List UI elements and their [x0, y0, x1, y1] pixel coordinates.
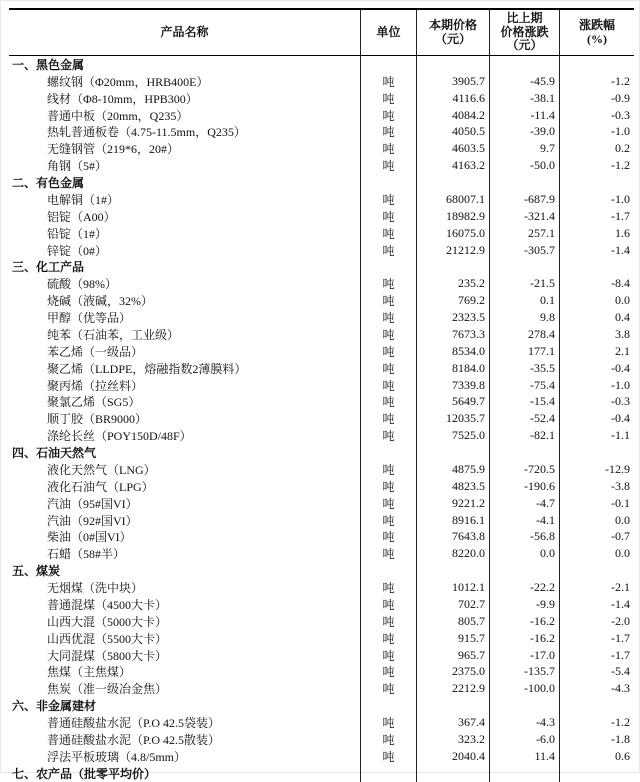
- header-product-name: [9, 10, 360, 55]
- change-percent-cell: 0.0: [559, 512, 634, 529]
- unit-cell: 吨: [360, 377, 416, 394]
- price-change-cell: 278.4: [489, 326, 559, 343]
- table-row: [9, 360, 634, 377]
- unit-cell: 吨: [360, 410, 416, 427]
- unit-cell: 吨: [360, 731, 416, 748]
- table-row: [9, 343, 634, 360]
- price-change-cell: -100.0: [489, 680, 559, 697]
- change-percent-cell: [559, 765, 634, 782]
- unit-cell: 吨: [360, 613, 416, 630]
- table-row: [9, 529, 634, 546]
- current-price-cell: [416, 56, 489, 73]
- current-price-cell: 12035.7: [416, 410, 489, 427]
- unit-cell: 吨: [360, 545, 416, 562]
- unit-cell: 吨: [360, 124, 416, 141]
- table-row: [9, 731, 634, 748]
- change-percent-cell: -0.9: [559, 90, 634, 107]
- table-row: [9, 394, 634, 411]
- price-change-cell: [489, 174, 559, 191]
- unit-cell: 吨: [360, 73, 416, 90]
- product-name-cell: 山西优混（5500大卡）: [47, 631, 168, 646]
- unit-cell: 吨: [360, 664, 416, 681]
- change-percent-cell: -4.3: [559, 680, 634, 697]
- unit-cell: 吨: [360, 242, 416, 259]
- change-percent-cell: 1.6: [559, 225, 634, 242]
- change-percent-cell: [559, 174, 634, 191]
- change-percent-cell: 0.0: [559, 292, 634, 309]
- current-price-cell: 4116.6: [416, 90, 489, 107]
- current-price-cell: 5649.7: [416, 394, 489, 411]
- table-row: [9, 174, 634, 191]
- unit-cell: 吨: [360, 191, 416, 208]
- unit-cell: 吨: [360, 225, 416, 242]
- table-row: [9, 90, 634, 107]
- table-row: [9, 478, 634, 495]
- price-change-cell: -52.4: [489, 410, 559, 427]
- change-percent-cell: 0.0: [559, 545, 634, 562]
- header-unit: [360, 10, 416, 55]
- change-percent-cell: [559, 697, 634, 714]
- product-name-cell: 热轧普通板卷（4.75-11.5mm，Q235）: [47, 125, 246, 140]
- unit-cell: 吨: [360, 326, 416, 343]
- table-row: [9, 157, 634, 174]
- product-name-cell: 七、农产品（批零平均价）: [12, 766, 157, 781]
- change-percent-cell: -0.3: [559, 107, 634, 124]
- product-name-cell: 铅锭（1#）: [47, 226, 108, 241]
- product-name-cell: 顺丁胶（BR9000）: [47, 412, 148, 427]
- table-row: [9, 242, 634, 259]
- table-row: [9, 410, 634, 427]
- price-change-cell: -720.5: [489, 461, 559, 478]
- change-percent-cell: -8.4: [559, 275, 634, 292]
- current-price-cell: 2323.5: [416, 309, 489, 326]
- change-percent-cell: -3.8: [559, 478, 634, 495]
- product-name-cell: 四、石油天然气: [12, 446, 97, 461]
- table-row: [9, 765, 634, 782]
- table-row: [9, 259, 634, 276]
- current-price-cell: 1012.1: [416, 579, 489, 596]
- price-change-cell: -321.4: [489, 208, 559, 225]
- change-percent-cell: -1.7: [559, 630, 634, 647]
- table-header-row: [9, 8, 634, 56]
- unit-cell: 吨: [360, 714, 416, 731]
- commodity-price-table: [9, 8, 634, 782]
- table-row: [9, 545, 634, 562]
- product-name-cell: 焦煤（主焦煤）: [47, 665, 132, 680]
- price-change-cell: -135.7: [489, 664, 559, 681]
- current-price-cell: 21212.9: [416, 242, 489, 259]
- current-price-cell: 915.7: [416, 630, 489, 647]
- change-percent-cell: -1.7: [559, 647, 634, 664]
- unit-cell: 吨: [360, 275, 416, 292]
- unit-cell: 吨: [360, 107, 416, 124]
- current-price-cell: 805.7: [416, 613, 489, 630]
- current-price-cell: 7525.0: [416, 427, 489, 444]
- table-row: [9, 512, 634, 529]
- change-percent-cell: -0.4: [559, 410, 634, 427]
- change-percent-cell: -5.4: [559, 664, 634, 681]
- table-row: [9, 292, 634, 309]
- change-percent-cell: -1.4: [559, 596, 634, 613]
- price-change-cell: -11.4: [489, 107, 559, 124]
- current-price-cell: [416, 697, 489, 714]
- price-change-cell: 0.1: [489, 292, 559, 309]
- current-price-cell: 2040.4: [416, 748, 489, 765]
- product-name-cell: 角钢（5#）: [47, 159, 108, 174]
- change-percent-cell: -0.4: [559, 360, 634, 377]
- unit-cell: 吨: [360, 461, 416, 478]
- change-percent-cell: [559, 56, 634, 73]
- product-name-cell: 大同混煤（5800大卡）: [47, 648, 168, 663]
- change-percent-cell: -1.0: [559, 191, 634, 208]
- change-percent-cell: 0.6: [559, 748, 634, 765]
- header-current-price: 本期价格 （元）: [416, 10, 489, 55]
- unit-cell: 吨: [360, 478, 416, 495]
- current-price-cell: 367.4: [416, 714, 489, 731]
- price-change-cell: -21.5: [489, 275, 559, 292]
- product-name-cell: 螺纹钢（Φ20mm，HRB400E）: [47, 74, 209, 89]
- unit-cell: 吨: [360, 647, 416, 664]
- unit-cell: [360, 56, 416, 73]
- price-change-cell: -75.4: [489, 377, 559, 394]
- change-percent-cell: -0.1: [559, 495, 634, 512]
- price-change-cell: -16.2: [489, 613, 559, 630]
- product-name-cell: 普通中板（20mm，Q235）: [47, 108, 189, 123]
- price-change-cell: [489, 444, 559, 461]
- change-percent-cell: -1.1: [559, 427, 634, 444]
- price-change-cell: -190.6: [489, 478, 559, 495]
- current-price-cell: 7339.8: [416, 377, 489, 394]
- change-percent-cell: [559, 444, 634, 461]
- unit-cell: 吨: [360, 309, 416, 326]
- current-price-cell: [416, 562, 489, 579]
- change-percent-cell: 0.4: [559, 309, 634, 326]
- table-row: [9, 495, 634, 512]
- change-percent-cell: -1.8: [559, 731, 634, 748]
- price-change-cell: [489, 562, 559, 579]
- price-change-cell: -4.1: [489, 512, 559, 529]
- unit-cell: [360, 174, 416, 191]
- product-name-cell: 石蜡（58#半）: [47, 547, 126, 562]
- product-name-cell: 一、黑色金属: [12, 57, 85, 72]
- product-name-cell: 液化天然气（LNG）: [47, 462, 156, 477]
- price-change-cell: 11.4: [489, 748, 559, 765]
- price-change-cell: -305.7: [489, 242, 559, 259]
- product-name-cell: 硫酸（98%）: [47, 277, 117, 292]
- product-name-cell: 苯乙烯（一级品）: [47, 344, 144, 359]
- current-price-cell: 4875.9: [416, 461, 489, 478]
- unit-cell: [360, 562, 416, 579]
- change-percent-cell: -1.4: [559, 242, 634, 259]
- change-percent-cell: [559, 562, 634, 579]
- table-row: [9, 748, 634, 765]
- current-price-cell: 965.7: [416, 647, 489, 664]
- change-percent-cell: -0.7: [559, 529, 634, 546]
- change-percent-cell: -2.1: [559, 579, 634, 596]
- change-percent-cell: -1.2: [559, 157, 634, 174]
- product-name-cell: 六、非金属建材: [12, 699, 97, 714]
- product-name-cell: 二、有色金属: [12, 176, 85, 191]
- price-change-cell: -22.2: [489, 579, 559, 596]
- price-change-cell: -16.2: [489, 630, 559, 647]
- current-price-cell: [416, 259, 489, 276]
- price-change-cell: -45.9: [489, 73, 559, 90]
- unit-cell: 吨: [360, 495, 416, 512]
- table-row: [9, 309, 634, 326]
- unit-cell: 吨: [360, 343, 416, 360]
- header-change-percent: 涨跌幅 (%): [559, 10, 634, 55]
- product-name-cell: 聚氯乙烯（SG5）: [47, 395, 141, 410]
- unit-cell: 吨: [360, 157, 416, 174]
- price-change-cell: -687.9: [489, 191, 559, 208]
- price-change-cell: -38.1: [489, 90, 559, 107]
- current-price-cell: 7643.8: [416, 529, 489, 546]
- table-row: [9, 208, 634, 225]
- table-row: [9, 714, 634, 731]
- product-name-cell: 焦炭（准一级冶金焦）: [47, 682, 168, 697]
- unit-cell: 吨: [360, 512, 416, 529]
- price-change-cell: 257.1: [489, 225, 559, 242]
- current-price-cell: 8916.1: [416, 512, 489, 529]
- table-row: [9, 579, 634, 596]
- product-name-cell: 山西大混（5000大卡）: [47, 614, 168, 629]
- current-price-cell: 4050.5: [416, 124, 489, 141]
- table-row: [9, 377, 634, 394]
- current-price-cell: 16075.0: [416, 225, 489, 242]
- current-price-cell: 3905.7: [416, 73, 489, 90]
- current-price-cell: 4603.5: [416, 140, 489, 157]
- unit-cell: 吨: [360, 394, 416, 411]
- table-row: [9, 664, 634, 681]
- price-change-cell: -82.1: [489, 427, 559, 444]
- price-change-cell: -56.8: [489, 529, 559, 546]
- current-price-cell: 769.2: [416, 292, 489, 309]
- change-percent-cell: -12.9: [559, 461, 634, 478]
- price-change-cell: 177.1: [489, 343, 559, 360]
- price-change-cell: -15.4: [489, 394, 559, 411]
- current-price-cell: 702.7: [416, 596, 489, 613]
- table-row: [9, 275, 634, 292]
- product-name-cell: 聚丙烯（拉丝料）: [47, 378, 144, 393]
- unit-cell: 吨: [360, 427, 416, 444]
- unit-cell: [360, 765, 416, 782]
- product-name-cell: 烧碱（液碱，32%）: [47, 294, 153, 309]
- change-percent-cell: 2.1: [559, 343, 634, 360]
- unit-cell: [360, 697, 416, 714]
- product-name-cell: 线材（Φ8-10mm，HPB300）: [47, 91, 198, 106]
- header-product-name-label: 产品名称: [160, 24, 209, 39]
- current-price-cell: 9221.2: [416, 495, 489, 512]
- change-percent-cell: -1.2: [559, 714, 634, 731]
- product-name-cell: 锌锭（0#）: [47, 243, 108, 258]
- unit-cell: 吨: [360, 208, 416, 225]
- current-price-cell: 323.2: [416, 731, 489, 748]
- price-change-cell: -9.9: [489, 596, 559, 613]
- unit-cell: 吨: [360, 360, 416, 377]
- table-row: [9, 191, 634, 208]
- product-name-cell: 无缝钢管（219*6，20#）: [47, 142, 180, 157]
- product-name-cell: 铝锭（A00）: [47, 209, 116, 224]
- current-price-cell: [416, 765, 489, 782]
- table-row: [9, 73, 634, 90]
- product-name-cell: 聚乙烯（LLDPE，熔融指数2薄膜料）: [47, 361, 247, 376]
- price-change-cell: 0.0: [489, 545, 559, 562]
- current-price-cell: 68007.1: [416, 191, 489, 208]
- product-name-cell: 普通硅酸盐水泥（P.O 42.5袋装）: [47, 716, 221, 731]
- unit-cell: [360, 444, 416, 461]
- product-name-cell: 汽油（95#国VI）: [47, 496, 138, 511]
- table-row: [9, 140, 634, 157]
- table-row: [9, 124, 634, 141]
- price-change-cell: -39.0: [489, 124, 559, 141]
- change-percent-cell: 3.8: [559, 326, 634, 343]
- change-percent-cell: -1.7: [559, 208, 634, 225]
- current-price-cell: 8534.0: [416, 343, 489, 360]
- header-change-vs-previous: 比上期 价格涨跌 （元）: [489, 10, 559, 55]
- current-price-cell: 4084.2: [416, 107, 489, 124]
- product-name-cell: 涤纶长丝（POY150D/48F）: [47, 429, 192, 444]
- price-change-cell: 9.8: [489, 309, 559, 326]
- current-price-cell: 2375.0: [416, 664, 489, 681]
- current-price-cell: 4163.2: [416, 157, 489, 174]
- product-name-cell: 浮法平板玻璃（4.8/5mm）: [47, 749, 187, 764]
- price-change-cell: [489, 765, 559, 782]
- table-body: [9, 56, 634, 782]
- price-change-cell: -4.3: [489, 714, 559, 731]
- change-percent-cell: -1.0: [559, 124, 634, 141]
- price-change-cell: -35.5: [489, 360, 559, 377]
- unit-cell: 吨: [360, 596, 416, 613]
- unit-cell: 吨: [360, 680, 416, 697]
- current-price-cell: 18982.9: [416, 208, 489, 225]
- unit-cell: 吨: [360, 529, 416, 546]
- current-price-cell: 2212.9: [416, 680, 489, 697]
- unit-cell: 吨: [360, 90, 416, 107]
- current-price-cell: 7673.3: [416, 326, 489, 343]
- table-row: [9, 613, 634, 630]
- product-name-cell: 电解铜（1#）: [47, 192, 120, 207]
- unit-cell: [360, 259, 416, 276]
- current-price-cell: 4823.5: [416, 478, 489, 495]
- product-name-cell: 液化石油气（LPG）: [47, 479, 154, 494]
- current-price-cell: 235.2: [416, 275, 489, 292]
- price-change-cell: -6.0: [489, 731, 559, 748]
- product-name-cell: 纯苯（石油苯，工业级）: [47, 327, 180, 342]
- change-percent-cell: 0.2: [559, 140, 634, 157]
- table-row: [9, 697, 634, 714]
- unit-cell: 吨: [360, 630, 416, 647]
- table-row: [9, 461, 634, 478]
- current-price-cell: [416, 174, 489, 191]
- product-name-cell: 普通硅酸盐水泥（P.O 42.5散装）: [47, 732, 221, 747]
- table-row: [9, 562, 634, 579]
- price-change-cell: 9.7: [489, 140, 559, 157]
- table-row: [9, 680, 634, 697]
- change-percent-cell: -1.0: [559, 377, 634, 394]
- product-name-cell: 无烟煤（洗中块）: [47, 581, 144, 596]
- product-name-cell: 柴油（0#国VI）: [47, 530, 132, 545]
- price-change-cell: -17.0: [489, 647, 559, 664]
- product-name-cell: 普通混煤（4500大卡）: [47, 597, 168, 612]
- current-price-cell: [416, 444, 489, 461]
- price-change-cell: [489, 56, 559, 73]
- table-row: [9, 630, 634, 647]
- unit-cell: 吨: [360, 140, 416, 157]
- header-unit-label: 单位: [376, 24, 401, 39]
- table-row: [9, 107, 634, 124]
- product-name-cell: 五、煤炭: [12, 564, 61, 579]
- price-change-cell: -50.0: [489, 157, 559, 174]
- table-row: [9, 444, 634, 461]
- price-change-cell: [489, 697, 559, 714]
- change-percent-cell: -2.0: [559, 613, 634, 630]
- unit-cell: 吨: [360, 579, 416, 596]
- product-name-cell: 三、化工产品: [12, 260, 85, 275]
- product-name-cell: 汽油（92#国VI）: [47, 513, 138, 528]
- table-row: [9, 596, 634, 613]
- price-change-cell: -4.7: [489, 495, 559, 512]
- unit-cell: 吨: [360, 292, 416, 309]
- table-row: [9, 647, 634, 664]
- current-price-cell: 8184.0: [416, 360, 489, 377]
- table-row: [9, 56, 634, 73]
- table-row: [9, 427, 634, 444]
- product-name-cell: 甲醇（优等品）: [47, 311, 132, 326]
- unit-cell: 吨: [360, 748, 416, 765]
- current-price-cell: 8220.0: [416, 545, 489, 562]
- change-percent-cell: [559, 259, 634, 276]
- table-row: [9, 225, 634, 242]
- change-percent-cell: -0.3: [559, 394, 634, 411]
- table-row: [9, 326, 634, 343]
- price-change-cell: [489, 259, 559, 276]
- change-percent-cell: -1.2: [559, 73, 634, 90]
